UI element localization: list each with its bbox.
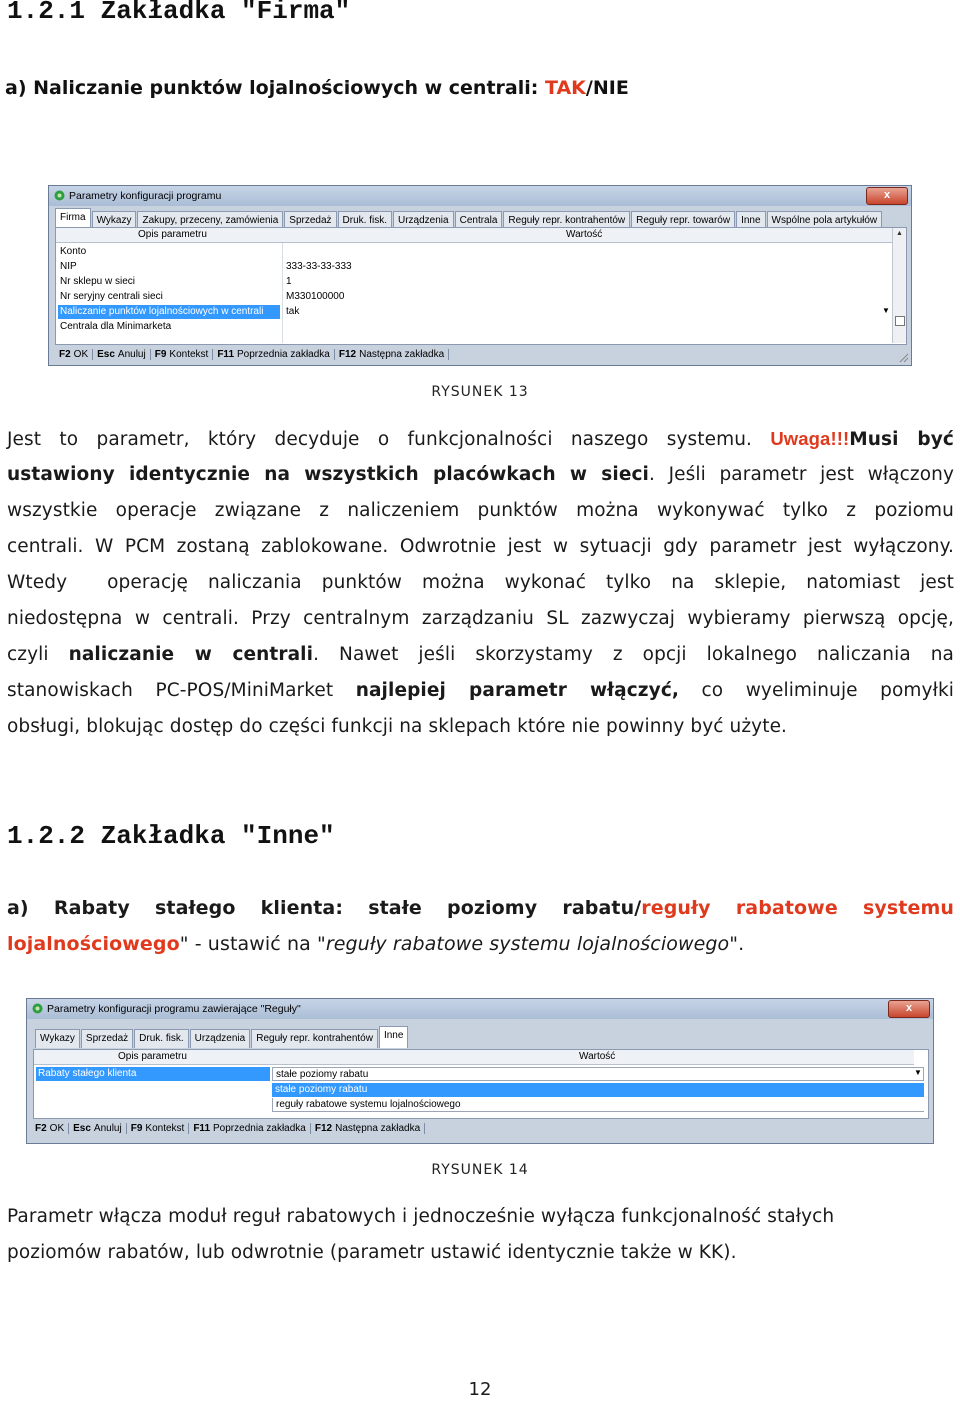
grid-header bbox=[56, 228, 892, 243]
option-tak: TAK bbox=[544, 77, 586, 99]
fkey-cancel[interactable]: Esc Anuluj bbox=[69, 1123, 127, 1134]
bold-text: Musi być bbox=[849, 429, 954, 450]
column-header-param: Opis parametru bbox=[118, 1051, 187, 1062]
option-nie: NIE bbox=[592, 77, 629, 99]
subheading-rabaty bbox=[7, 890, 954, 962]
text-line: stanowiskach PC-POS/MiniMarket najlepiej parametr włączyć, co wyeliminuje pomyłki bbox=[7, 680, 954, 701]
param-row-selected[interactable]: Rabaty stałego klienta bbox=[36, 1067, 270, 1081]
text-line: wszystkie operacje związane z naliczeniem punktów można wykonywać tylko z poziomu bbox=[7, 500, 954, 521]
param-row[interactable]: Nr sklepu w sieci bbox=[60, 276, 136, 287]
window-titlebar bbox=[49, 186, 911, 206]
param-row[interactable]: Konto bbox=[60, 246, 87, 257]
tab-sprzedaz[interactable]: Sprzedaż bbox=[81, 1029, 133, 1048]
close-button[interactable]: x bbox=[888, 1000, 930, 1018]
window-title: Parametry konfiguracji programu zawierające "Reguły" bbox=[47, 1003, 301, 1015]
param-value[interactable]: M330100000 bbox=[286, 291, 345, 302]
fkey-context[interactable]: F9 Kontekst bbox=[151, 349, 214, 360]
tab-firma[interactable]: Firma bbox=[55, 208, 91, 230]
param-row[interactable]: Centrala dla Minimarketa bbox=[60, 321, 172, 332]
page-number: 12 bbox=[468, 1379, 492, 1400]
red-text: lojalnościowego bbox=[7, 933, 180, 955]
subheading-prefix: a) Naliczanie punktów lojalnościowych w centrali: bbox=[5, 77, 545, 99]
tab-zakupy[interactable]: Zakupy, przeceny, zamówienia bbox=[137, 211, 283, 230]
tab-urzadzenia[interactable]: Urządzenia bbox=[190, 1029, 251, 1048]
italic-text: "reguły rabatowe systemu lojalnościowego" bbox=[316, 933, 739, 955]
dropdown-arrow-icon[interactable]: ▼ bbox=[882, 306, 890, 315]
param-row[interactable]: NIP bbox=[60, 261, 77, 272]
dropdown-option-highlighted[interactable]: stałe poziomy rabatu bbox=[272, 1083, 924, 1097]
tab-wspolne-pola[interactable]: Wspólne pola artykułów bbox=[767, 211, 883, 230]
grid-header bbox=[34, 1050, 914, 1065]
tab-wykazy[interactable]: Wykazy bbox=[35, 1029, 80, 1048]
warning-text: Uwaga!!! bbox=[770, 428, 850, 449]
tab-inne[interactable]: Inne bbox=[379, 1026, 408, 1048]
app-icon bbox=[54, 190, 65, 201]
fkey-prev-tab[interactable]: F11 Poprzednia zakładka bbox=[213, 349, 335, 360]
scroll-up-icon[interactable]: ▲ bbox=[896, 230, 903, 237]
window-titlebar bbox=[27, 999, 933, 1019]
param-value[interactable]: 1 bbox=[286, 276, 292, 287]
column-header-value: Wartość bbox=[566, 229, 603, 240]
paragraph-firma bbox=[7, 421, 954, 745]
checkbox-icon[interactable] bbox=[895, 316, 905, 326]
bold-text: ustawiony identycznie na wszystkich placówkach w sieci bbox=[7, 464, 649, 485]
tab-bar bbox=[35, 1026, 409, 1048]
bold-text: a) Rabaty stałego klienta: stałe poziomy rabatu/ bbox=[7, 897, 642, 919]
grid-divider bbox=[282, 243, 283, 343]
text-line: ustawiony identycznie na wszystkich placówkach w sieci. Jeśli parametr jest włączony bbox=[7, 464, 954, 485]
function-keys-bar bbox=[55, 346, 449, 362]
figure-caption-14: RYSUNEK 14 bbox=[431, 1162, 529, 1178]
figure-caption-13: RYSUNEK 13 bbox=[431, 384, 529, 400]
tab-sprzedaz[interactable]: Sprzedaż bbox=[284, 211, 336, 230]
tab-reguly-towarow[interactable]: Reguły repr. towarów bbox=[631, 211, 735, 230]
tab-inne[interactable]: Inne bbox=[736, 211, 765, 230]
fkey-next-tab[interactable]: F12 Następna zakładka bbox=[311, 1123, 425, 1134]
bold-text: naliczanie w centrali bbox=[68, 644, 314, 665]
window-title: Parametry konfiguracji programu bbox=[69, 190, 222, 202]
section-heading-inne: 1.2.2 Zakładka "Inne" bbox=[7, 821, 335, 851]
param-row[interactable]: Nr seryjny centrali sieci bbox=[60, 291, 163, 302]
rabaty-select[interactable]: stałe poziomy rabatu bbox=[272, 1067, 924, 1081]
fkey-ok[interactable]: F2 OK bbox=[55, 349, 93, 360]
column-header-param: Opis parametru bbox=[138, 229, 207, 240]
app-icon bbox=[32, 1003, 43, 1014]
text-line: Parametr włącza moduł reguł rabatowych i jednocześnie wyłącza funkcjonalność stałych bbox=[7, 1206, 835, 1227]
param-row-selected[interactable]: Naliczanie punktów lojalnościowych w centrali bbox=[58, 305, 280, 319]
text-line: Jest to parametr, który decyduje o funkcjonalności naszego systemu. Uwaga!!!Musi być bbox=[7, 428, 954, 450]
fkey-ok[interactable]: F2 OK bbox=[31, 1123, 69, 1134]
fkey-prev-tab[interactable]: F11 Poprzednia zakładka bbox=[189, 1123, 311, 1134]
fkey-next-tab[interactable]: F12 Następna zakładka bbox=[335, 349, 449, 360]
red-text: reguły rabatowe systemu bbox=[641, 897, 954, 919]
subheading-loyalty-points bbox=[5, 77, 629, 99]
column-header-value: Wartość bbox=[579, 1051, 616, 1062]
option-separator: / bbox=[585, 77, 593, 99]
text-line: czyli naliczanie w centrali. Nawet jeśli skorzystamy z opcji lokalnego naliczania na bbox=[7, 644, 954, 665]
param-value[interactable]: 333-33-33-333 bbox=[286, 261, 352, 272]
parameters-grid bbox=[55, 227, 907, 345]
param-value-selected[interactable]: tak bbox=[286, 306, 300, 317]
text-line: centrali. W PCM zostaną zablokowane. Odwrotnie jest w sytuacji gdy parametr jest wyłączony. bbox=[7, 536, 954, 557]
config-window-fig14 bbox=[26, 998, 934, 1144]
tab-centrala[interactable]: Centrala bbox=[455, 211, 503, 230]
fkey-cancel[interactable]: Esc Anuluj bbox=[93, 349, 151, 360]
section-heading-firma: 1.2.1 Zakładka "Firma" bbox=[7, 0, 351, 26]
parameters-grid bbox=[33, 1049, 929, 1119]
tab-urzadzenia[interactable]: Urządzenia bbox=[393, 211, 454, 230]
text-line bbox=[7, 890, 954, 926]
config-window-fig13 bbox=[48, 185, 912, 366]
tab-reguly-kontrahentow[interactable]: Reguły repr. kontrahentów bbox=[503, 211, 630, 230]
bold-text: najlepiej parametr włączyć, bbox=[355, 680, 680, 701]
paragraph-inne bbox=[7, 1199, 954, 1271]
fkey-context[interactable]: F9 Kontekst bbox=[127, 1123, 190, 1134]
tab-reguly-kontrahentow[interactable]: Reguły repr. kontrahentów bbox=[251, 1029, 378, 1048]
tab-wykazy[interactable]: Wykazy bbox=[92, 211, 137, 230]
tab-druk-fisk[interactable]: Druk. fisk. bbox=[134, 1029, 188, 1048]
tab-druk-fisk[interactable]: Druk. fisk. bbox=[338, 211, 392, 230]
function-keys-bar bbox=[31, 1120, 425, 1136]
resize-grip-icon[interactable] bbox=[899, 353, 909, 363]
text-line: Wtedy operację naliczania punktów można wykonać tylko na sklepie, natomiast jest bbox=[7, 572, 954, 593]
dropdown-option[interactable]: reguły rabatowe systemu lojalnościowego bbox=[272, 1098, 924, 1112]
text-line: lojalnościowego" - ustawić na "reguły rabatowe systemu lojalnościowego". bbox=[7, 933, 745, 955]
dropdown-arrow-icon[interactable]: ▼ bbox=[914, 1068, 922, 1077]
text-line: obsługi, blokując dostęp do części funkcji na sklepach które nie powinny być użyte. bbox=[7, 716, 788, 737]
vertical-scrollbar[interactable] bbox=[892, 228, 906, 343]
close-button[interactable]: x bbox=[866, 187, 908, 205]
text-line: poziomów rabatów, lub odwrotnie (parametr ustawić identycznie także w KK). bbox=[7, 1242, 737, 1263]
text-line: niedostępna w centrali. Przy centralnym zarządzaniu SL zazwyczaj wybieramy pierwszą opcję, bbox=[7, 608, 954, 629]
